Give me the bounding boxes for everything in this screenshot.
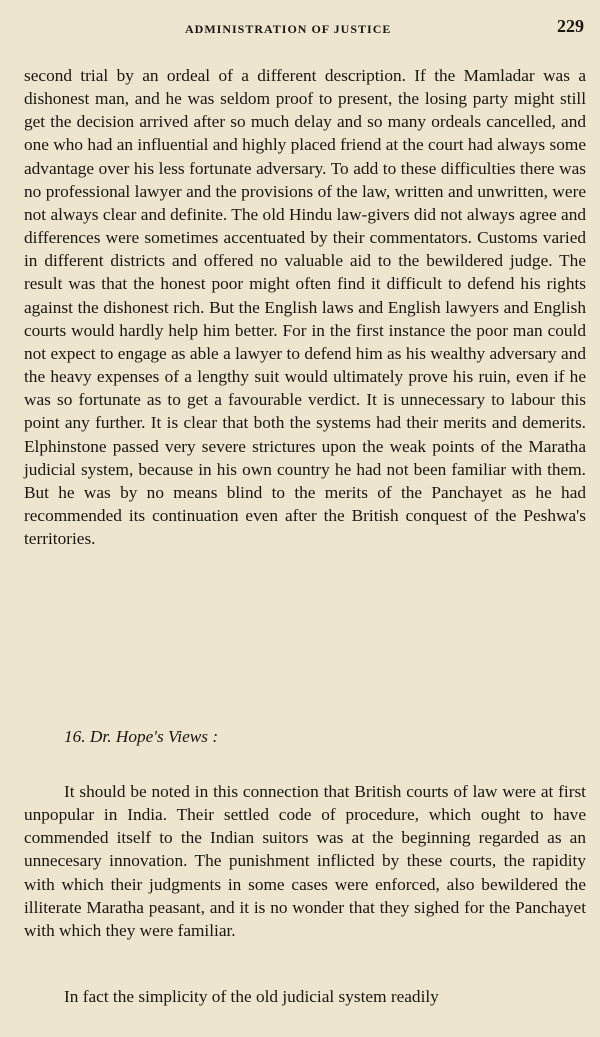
paragraph-continued: second trial by an ordeal of a different description. If the Mamladar was a dishonest man, and he was seldom proof to present, the losing party might still get the decision arrived after so much delay and so many ordeals cancelled, and one who had an influential and highly placed friend at the court had always some advantage over his less fortunate adversary. To add to these difficulties there was no professional lawyer and the provisions of the law, written and unwritten, were not always clear and definite. The old Hindu law-givers did not always agree and differences were sometimes accentuated by their commentators. Customs varied in different districts and offered no valuable aid to the bewildered judge. The result was that the honest poor might often find it difficult to defend his rights against the dishonest rich. But the English laws and English lawyers and English courts would hardly help him better. For in the first instance the poor man could not expect to engage as able a lawyer to defend him as his wealthy adversary and the heavy expenses of a lengthy suit would ultimately prove his ruin, even if he was so fortunate as to get a favourable verdict. It is unnecessary to labour this point any further. It is clear that both the systems had their merits and demerits. Elphinstone passed very severe strictures upon the weak points of the Maratha judicial system, because in his own country he had not been familiar with them. But he was by no means blind to the merits of the Panchayet as he had recommended its continuation even after the British conquest of the Peshwa's territories. [24,66,586,549]
paragraph: In fact the simplicity of the old judicial system readily [64,987,439,1006]
paragraph: It should be noted in this connection that British courts of law were at first unpopular in India. Their settled code of procedure, which ought to have commended itself to the Indian suitors was at the beginning regarded as an unnecesary innovation. The punishment inflicted by these courts, the rapidity with which their judgments in some cases were enforced, also bewildered the illiterate Maratha peasant, and it is no wonder that they sighed for the Panchayet with which they were familiar. [24,782,586,940]
body-text-1 [24,64,586,550]
body-text-3 [24,985,586,1008]
section-heading: 16. Dr. Hope's Views : [64,727,219,746]
running-header: ADMINISTRATION OF JUSTICE [185,22,392,36]
body-text-2 [24,780,586,942]
page-number: 229 [557,16,584,36]
